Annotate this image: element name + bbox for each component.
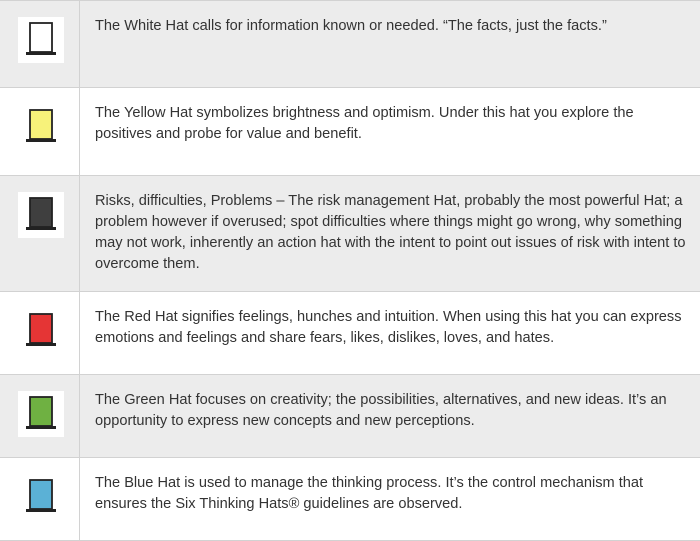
yellow-hat-icon bbox=[18, 104, 64, 150]
hat-description-green: The Green Hat focuses on creativity; the possibilities, alternatives, and new ideas. It’s an opportunity to express new concepts and new perceptions. bbox=[95, 392, 667, 429]
hat-row-black bbox=[0, 176, 700, 292]
hat-row-green bbox=[0, 375, 700, 458]
hat-description-white: The White Hat calls for information known or needed. “The facts, just the facts.” bbox=[95, 18, 607, 34]
hat-row-red bbox=[0, 292, 700, 375]
hat-description-black: Risks, difficulties, Problems – The risk management Hat, probably the most powerful Hat; a problem however if overused; spot difficulties where things might go wrong, why something may not work, inherently an action hat with the intent to point out issues of risk with intent to overcome them. bbox=[95, 193, 686, 272]
hat-description-blue: The Blue Hat is used to manage the thinking process. It’s the control mechanism that ensures the Six Thinking Hats® guidelines are observed. bbox=[95, 475, 644, 512]
white-hat-icon bbox=[18, 17, 64, 63]
black-hat-icon bbox=[18, 192, 64, 238]
icon-cell bbox=[0, 88, 80, 175]
green-hat-icon bbox=[18, 391, 64, 437]
icon-cell bbox=[0, 176, 80, 291]
icon-cell bbox=[0, 375, 80, 457]
blue-hat-icon bbox=[18, 474, 64, 520]
hat-row-white bbox=[0, 1, 700, 88]
hat-description-red: The Red Hat signifies feelings, hunches and intuition. When using this hat you can express emotions and feelings and share fears, likes, dislikes, loves, and hates. bbox=[95, 309, 682, 346]
hat-description-yellow: The Yellow Hat symbolizes brightness and optimism. Under this hat you explore the positives and probe for value and benefit. bbox=[95, 105, 634, 142]
icon-cell bbox=[0, 1, 80, 87]
hat-row-blue bbox=[0, 458, 700, 541]
red-hat-icon bbox=[18, 308, 64, 354]
hat-row-yellow bbox=[0, 88, 700, 176]
icon-cell bbox=[0, 458, 80, 540]
icon-cell bbox=[0, 292, 80, 374]
